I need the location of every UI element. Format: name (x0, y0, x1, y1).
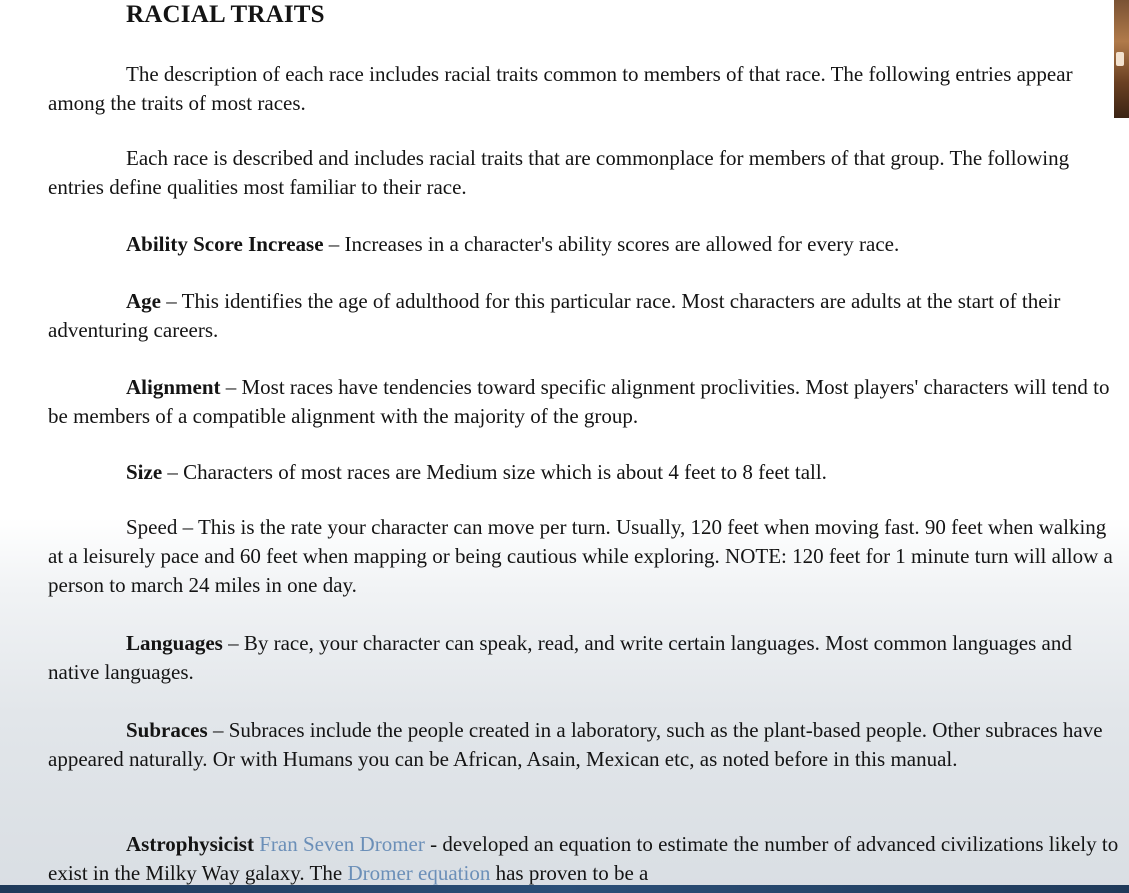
intro-paragraph-2: Each race is described and includes racial traits that are commonplace for members of that group. The following entries define qualities most familiar to their race. (48, 146, 1070, 199)
entry-term: Speed (126, 515, 178, 539)
entry-term: Ability Score Increase (126, 232, 324, 256)
entry-term: Subraces (126, 718, 208, 742)
intro-paragraph-1: The description of each race includes racial traits common to members of that race. The following entries appear among the traits of most races. (48, 62, 1073, 115)
entry-text: – Characters of most races are Medium size which is about 4 feet to 8 feet tall. (162, 460, 827, 484)
bottom-edge-bar (0, 885, 1129, 893)
entry-text: – Most races have tendencies toward specific alignment proclivities. Most players' characters will tend to be members of a compatible alignment with the majority of the group. (48, 375, 1110, 428)
entry-text-continued: has proven to be a (490, 861, 649, 885)
entry-text: – This identifies the age of adulthood for this particular race. Most characters are adults at the start of their adventuring careers. (48, 289, 1061, 342)
entry-text: – Subraces include the people created in a laboratory, such as the plant-based people. Other subraces have appeared naturally. Or with Humans you can be African, Asain, Mexican etc, as noted before in this manual. (48, 718, 1103, 771)
entry-size (48, 458, 1123, 487)
corner-photo-thumbnail (1114, 0, 1129, 118)
entry-term: Astrophysicist (126, 832, 254, 856)
entry-text: – This is the rate your character can move per turn. Usually, 120 feet when moving fast. 90 feet when walking at a leisurely pace and 60 feet when mapping or being cautious while exploring. NOTE: 120 feet for 1 minute turn will allow a person to march 24 miles in one day. (48, 515, 1113, 597)
entry-alignment (48, 373, 1123, 431)
entry-text: – Increases in a character's ability scores are allowed for every race. (323, 232, 900, 256)
entry-languages (48, 629, 1123, 687)
entry-ability-score-increase (48, 230, 1123, 259)
entry-text: – By race, your character can speak, read, and write certain languages. Most common languages and native languages. (48, 631, 1072, 684)
page-title: RACIAL TRAITS (126, 1, 325, 28)
entry-speed (48, 513, 1123, 600)
link-dromer-equation[interactable]: Dromer equation (347, 861, 491, 885)
entry-term: Languages (126, 631, 223, 655)
entry-text: - developed an equation to estimate the number of advanced civilizations likely to exist in the Milky Way galaxy. The (48, 832, 1119, 885)
link-fran-seven-dromer[interactable]: Fran Seven Dromer (259, 832, 425, 856)
entry-term: Age (126, 289, 161, 313)
entry-subraces (48, 716, 1123, 774)
photo-highlight (1116, 52, 1124, 66)
entry-term: Size (126, 460, 163, 484)
entry-astrophysicist (48, 830, 1123, 888)
entry-term: Alignment (126, 375, 221, 399)
entry-age (48, 287, 1123, 345)
